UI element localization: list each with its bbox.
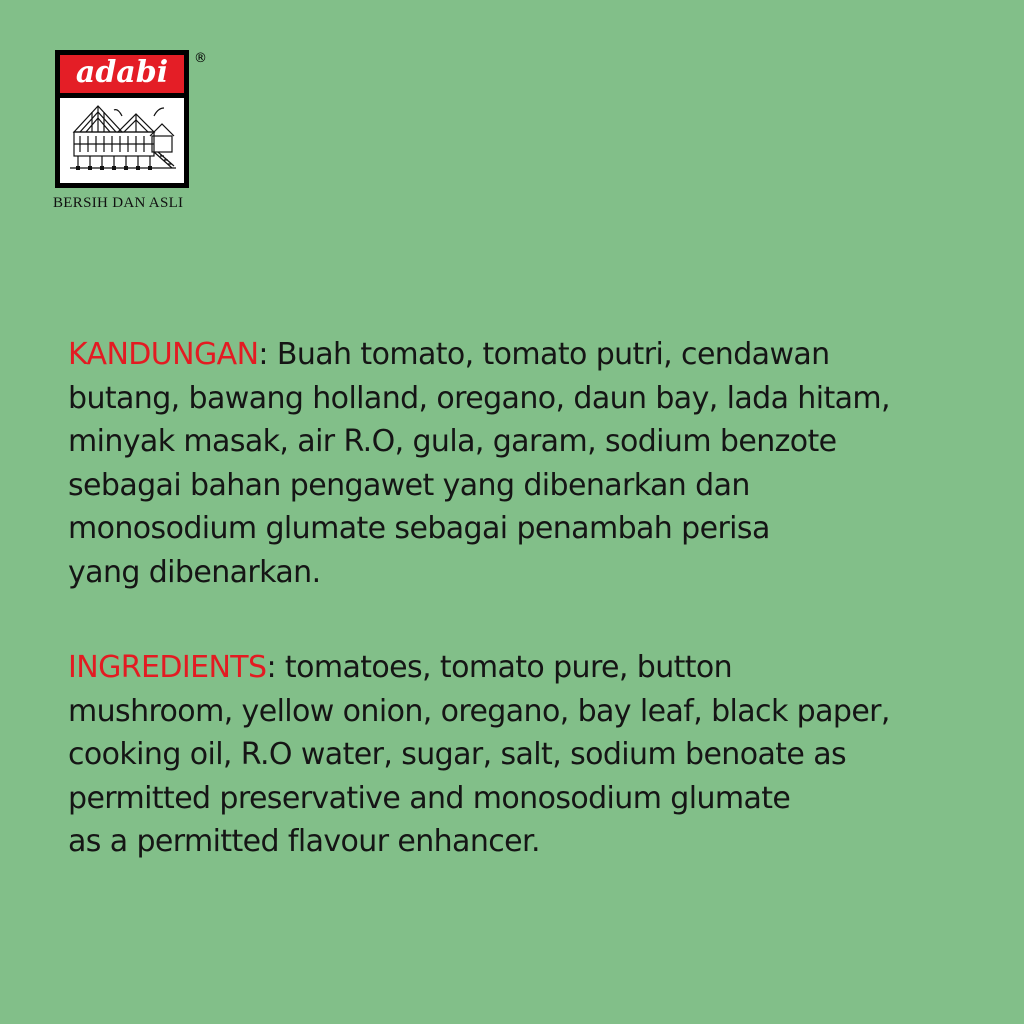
registered-mark: ® [194, 51, 207, 66]
logo-frame [55, 50, 189, 188]
logo-brand-name: adabi [75, 55, 169, 90]
kandungan-line-4: sebagai bahan pengawet yang dibenarkan dan [68, 467, 750, 503]
kandungan-heading: KANDUNGAN [68, 337, 259, 372]
kandungan-text: Buah tomato, tomato putri, cendawan [267, 337, 830, 372]
ingredients-heading: INGREDIENTS [68, 650, 267, 685]
logo-tagline: BERSIH DAN ASLI [53, 195, 184, 211]
kandungan-line-6: yang dibenarkan. [68, 554, 321, 590]
kandungan-line-2: butang, bawang holland, oregano, daun bay, lada hitam, [68, 380, 890, 416]
ingredients-separator: : [266, 650, 276, 685]
logo-picture-area [60, 98, 184, 183]
logo-brand-bar [60, 55, 184, 93]
kandungan-separator: : [258, 337, 268, 372]
ingredients-section [68, 646, 1018, 864]
kandungan-line-5: monosodium glumate sebagai penambah perisa [68, 511, 770, 546]
kandungan-line-1 [68, 333, 1018, 377]
ingredients-line-2: mushroom, yellow onion, oregano, bay leaf, black paper, [68, 693, 890, 729]
ingredients-text: tomatoes, tomato pure, button [275, 650, 733, 685]
ingredients-line-1 [68, 646, 1018, 690]
ingredients-line-3: cooking oil, R.O water, sugar, salt, sodium benoate as [68, 737, 847, 772]
kandungan-line-3: minyak masak, air R.O, gula, garam, sodium benzote [68, 424, 837, 459]
kandungan-section [68, 333, 1018, 594]
ingredients-line-5: as a permitted flavour enhancer. [68, 824, 540, 859]
adabi-logo [55, 50, 215, 220]
ingredients-line-4: permitted preservative and monosodium glumate [68, 780, 791, 816]
traditional-house-icon [68, 102, 178, 180]
